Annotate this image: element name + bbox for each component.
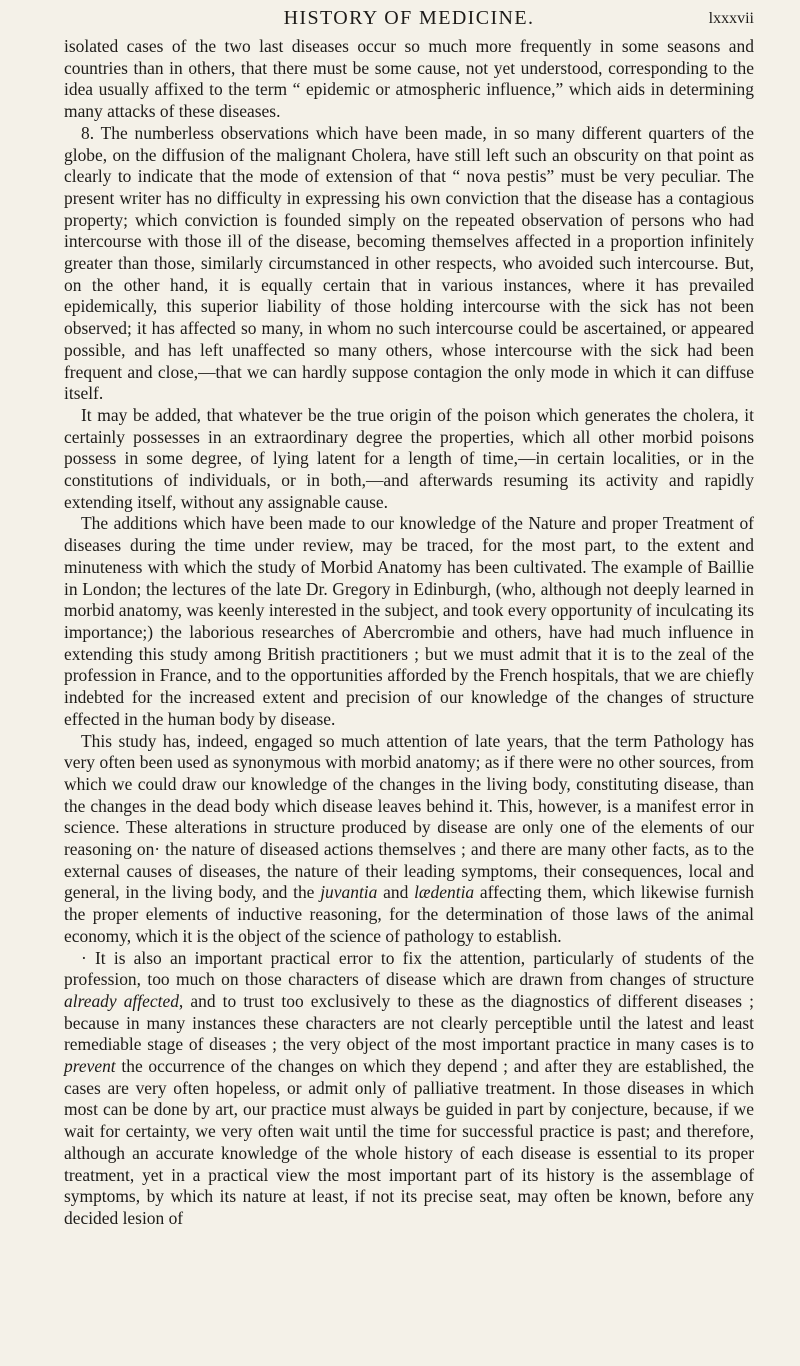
running-head [64,6,754,30]
pathology-text-end: affecting them, which likewise furnish the proper elements of inductive reasoning, for the determination of those laws of the animal economy, which it is the object of the science of pathology to establish. [64,882,754,946]
prevent-term: prevent [64,1056,116,1077]
page-title: HISTORY OF MEDICINE. [283,7,535,29]
laedentia-term: lædentia [414,882,475,903]
practical-error-text-end: the occurrence of the changes on which they depend ; and after they are established, the cases are very often hopeless, or admit only of palliative treatment. In those diseases in which most can be done by art, our practice must always be guided in part by conjecture, because, if we wait for certainty, we very often wait until the time for successful practice is past; and therefore, although an accurate knowledge of the whole history of each disease is essential to its proper treatment, yet in a practical view the most important part of its history is the assemblage of symptoms, by which its nature at least, if not its precise seat, may often be known, before any decided lesion of [64,1056,754,1228]
paragraph-practical-error [64,948,754,1230]
pathology-text-start: This study has, indeed, engaged so much attention of late years, that the term Pathology has very often been used as synonymous with morbid anatomy; as if there were no other sources, from which we could draw our knowledge of the changes in the living body, constituting disease, than the changes in the dead body which disease leaves behind it. This, however, is a manifest error in science. These alterations in structure produced by disease are only one of the elements of our reasoning on· the nature of diseased actions themselves ; and there are many other facts, as to the external causes of diseases, the nature of their leading symptoms, their consequences, local and general, in the living body, and the [64,730,754,903]
juvantia-term: juvantia [320,882,378,903]
paragraph-pathology [64,731,754,948]
paragraph-morbid-anatomy: The additions which have been made to our knowledge of the Nature and proper Treatment of diseases during the time under review, may be traced, for the most part, to the extent and minuteness with which the study of Morbid Anatomy has been cultivated. The example of Baillie in London; the lectures of the late Dr. Gregory in Edinburgh, (who, although not deeply learned in morbid anatomy, was keenly interested in the subject, and took every opportunity of inculcating its importance;) the laborious researches of Abercrombie and others, have had much influence in extending this study among British practitioners ; but we must admit that it is to the zeal of the profession in France, and to the opportunities afforded by the French hospitals, that we are chiefly indebted for the increased extent and precision of our knowledge of the changes of structure effected in the human body by disease. [64,513,754,729]
paragraph-cholera-diffusion: 8. The numberless observations which have been made, in so many different quarters of the globe, on the diffusion of the malignant Cholera, have still left such an obscurity on that point as clearly to indicate that the mode of extension of that “ nova pestis” must be very peculiar. The present writer has no difficulty in expressing his own conviction that the disease has a contagious property; which conviction is founded simply on the repeated observation of persons who had intercourse with those ill of the disease, becoming themselves affected in a proportion infinitely greater than those, similarly circumstanced in other respects, who avoided such intercourse. But, on the other hand, it is equally certain that in various instances, where it has prevailed epidemically, this superior liability of those holding intercourse with the sick has not been observed; it has affected so many, in whom no such intercourse could be ascertained, or appeared possible, and has left unaffected so many others, whose intercourse with the sick had been frequent and close,—that we can hardly suppose contagion the only mode in which it can diffuse itself. [64,122,754,404]
practical-error-text-middle: , and to trust too exclusively to these as the diagnostics of different diseases ; because in many instances these characters are not clearly perceptible until the latest and least remediable stage of diseases ; the very object of the most important practice in many cases is to [64,990,755,1055]
article-body [64,36,754,1354]
already-affected-phrase: already affected [64,990,179,1011]
paragraph-cholera-poison: It may be added, that whatever be the true origin of the poison which generates the cholera, it certainly possesses in an extraordinary degree the properties, which all other morbid poisons possess in some degree, of lying latent for a length of time,—in certain localities, or in the constitutions of individuals, or in both,—and afterwards resuming its activity and rapidly extending itself, without any assignable cause. [64,404,754,512]
paragraph-continued: isolated cases of the two last diseases occur so much more frequently in some seasons and countries than in others, that there must be some cause, not yet understood, corresponding to the idea usually affixed to the term “ epidemic or atmospheric influence,” which aids in determining many attacks of these diseases. [64,36,754,122]
practical-error-text-start: · It is also an important practical error to fix the attention, particularly of students of the profession, too much on those characters of disease which are drawn from changes of structure [64,947,754,990]
pathology-conjunction: and [377,882,415,903]
page-number: lxxxvii [708,10,754,27]
